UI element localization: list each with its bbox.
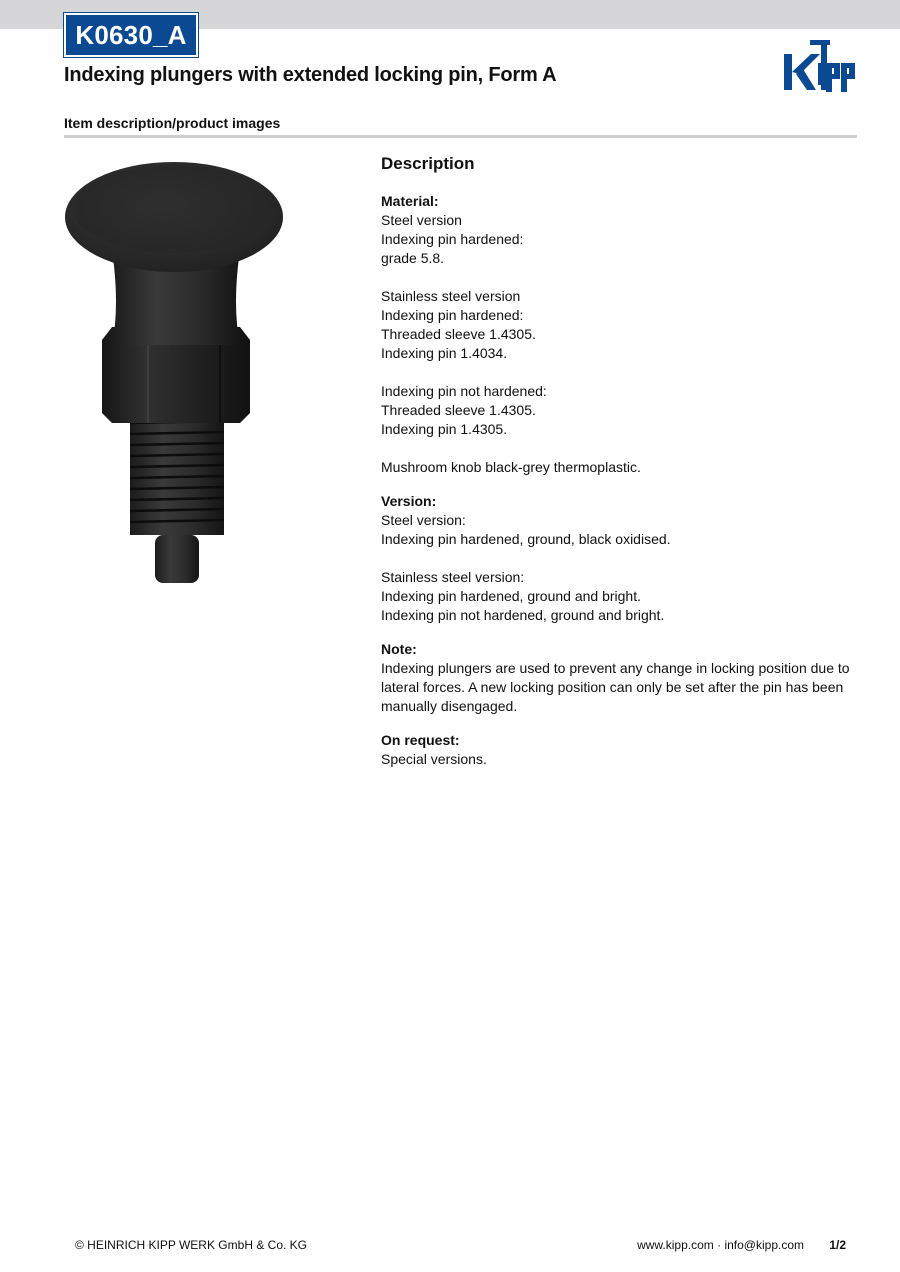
page-number: 1/2	[829, 1238, 846, 1252]
text-line: Steel version:	[381, 512, 466, 528]
kipp-logo	[783, 36, 859, 94]
text-line: Indexing pin 1.4305.	[381, 421, 508, 437]
text-line: Indexing pin not hardened, ground and bright.	[381, 607, 665, 623]
paragraph	[381, 382, 851, 439]
description-blocks	[381, 192, 851, 769]
description-block	[381, 492, 851, 625]
text-line: Threaded sleeve 1.4305.	[381, 402, 536, 418]
description-block	[381, 192, 851, 477]
paragraph	[381, 659, 851, 716]
section-heading: Item description/product images	[64, 115, 281, 131]
product-code-badge: K0630_A	[64, 13, 198, 57]
block-title: Note:	[381, 641, 417, 657]
footer-contact: www.kipp.com · info@kipp.com	[637, 1238, 804, 1252]
text-line: Indexing pin hardened:	[381, 307, 524, 323]
text-line: Indexing pin 1.4034.	[381, 345, 508, 361]
text-line: Indexing pin hardened, ground, black oxidised.	[381, 531, 671, 547]
footer-copyright: © HEINRICH KIPP WERK GmbH & Co. KG	[75, 1238, 307, 1252]
text-line: Steel version	[381, 212, 462, 228]
block-title: Version:	[381, 493, 437, 509]
text-line: Stainless steel version:	[381, 569, 525, 585]
text-line: Indexing pin not hardened:	[381, 383, 547, 399]
indexing-plunger-image	[60, 155, 290, 590]
text-line: Indexing pin hardened:	[381, 231, 524, 247]
paragraph	[381, 511, 851, 549]
paragraph	[381, 568, 851, 625]
text-line: Threaded sleeve 1.4305.	[381, 326, 536, 342]
text-line: Stainless steel version	[381, 288, 521, 304]
description-section	[381, 154, 851, 784]
section-divider	[64, 135, 857, 138]
block-title: Material:	[381, 193, 439, 209]
paragraph	[381, 211, 851, 268]
description-block	[381, 640, 851, 716]
paragraph	[381, 287, 851, 363]
block-title: On request:	[381, 732, 460, 748]
description-heading: Description	[381, 154, 475, 173]
text-line: Indexing plungers are used to prevent any change in locking position due to lateral forces. A new locking position can only be set after the pin has been manually disengaged.	[381, 660, 850, 714]
description-block	[381, 731, 851, 769]
paragraph	[381, 458, 851, 477]
text-line: Mushroom knob black-grey thermoplastic.	[381, 459, 641, 475]
text-line: Special versions.	[381, 751, 487, 767]
page-title: Indexing plungers with extended locking pin, Form A	[64, 64, 557, 86]
text-line: grade 5.8.	[381, 250, 445, 266]
text-line: Indexing pin hardened, ground and bright.	[381, 588, 641, 604]
paragraph	[381, 750, 851, 769]
